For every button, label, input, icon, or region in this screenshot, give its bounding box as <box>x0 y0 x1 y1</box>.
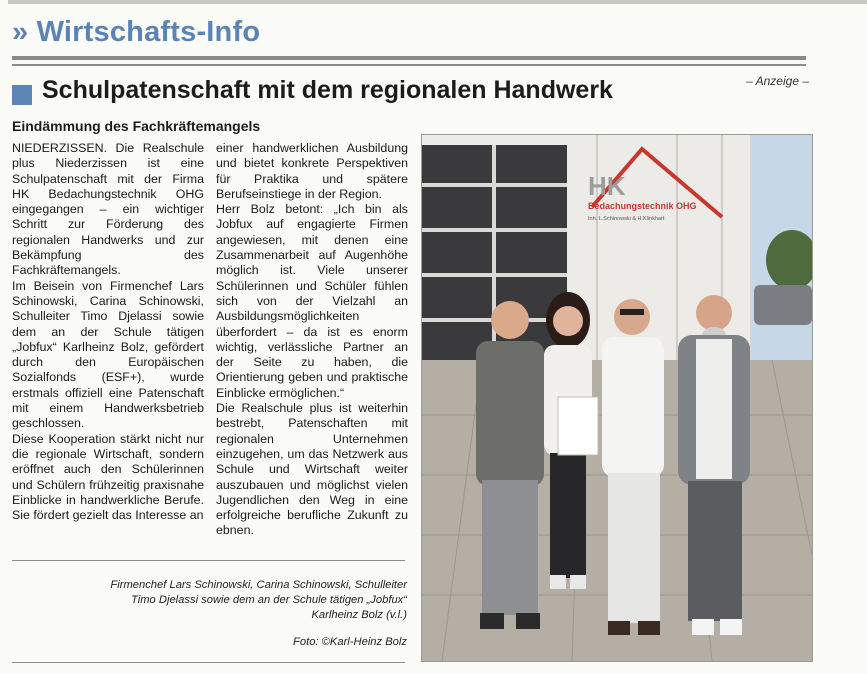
certificate <box>558 397 598 455</box>
person-timo-djelassi <box>602 299 664 635</box>
paragraph: Diese Kooperation stärkt nicht nur die regionale Wirtschaft, sondern eröffnet auch den Schülerinnen und Schülern frühzeitig praxisnahe Einblicke in handwerkliche Berufe. Sie fördert gezielt das Interesse an <box>12 431 204 523</box>
sign-subtitle: Bedachungstechnik OHG <box>588 201 697 211</box>
section-title: » Wirtschafts-Info <box>12 16 261 48</box>
paragraph: Die Realschule plus ist weiterhin bestrebt, Patenschaften mit regionalen Unternehmen einzugehen, um das Netzwerk aus Schule und Wirtschaft weiter auszubauen und möglichst vielen Jugendlichen den Weg in eine erfolgreiche berufliche Zukunft zu ebnen. <box>216 401 408 538</box>
paragraph: Im Beisein von Firmenchef Lars Schinowski, Carina Schinowski, Schulleiter Timo Djelassi sowie dem an der Schule tätigen „Jobfux“ Karlheinz Bolz, gefördert durch den Europäischen Sozialfonds (ESF+), wurde erstmals offiziell eine Patenschaft mit einem Handwerksbetrieb geschlossen. <box>12 278 204 431</box>
top-rule <box>8 0 867 4</box>
ad-label: – Anzeige – <box>746 74 809 88</box>
headline-square-icon <box>12 85 32 105</box>
headline: Schulpatenschaft mit dem regionalen Handwerk <box>42 76 613 104</box>
person-lars-schinowski <box>476 301 544 629</box>
article-photo <box>421 134 813 662</box>
caption-divider <box>12 560 405 561</box>
article-column-1 <box>12 141 204 523</box>
subheadline: Eindämmung des Fachkräftemangels <box>12 118 261 134</box>
article-column-2 <box>216 141 408 539</box>
svg-text:HK: HK <box>588 171 626 201</box>
person-karlheinz-bolz <box>678 295 750 635</box>
paragraph: NIEDERZISSEN. Die Realschule plus Niederzissen ist eine Schulpatenschaft mit der Firma HK Bedachungstechnik OHG eingegangen – ein wichtiger Schritt zur Förderung des regionalen Handwerks und zur Bekämpfung des Fachkräftemangels. <box>12 141 204 278</box>
paragraph: einer handwerklichen Ausbildung und bietet konkrete Perspektiven für Praktika und spätere Berufseinstiege in der Region. <box>216 141 408 201</box>
section-divider <box>12 56 806 60</box>
bottom-divider <box>12 662 405 663</box>
sign-owners: Inh. L.Schinowski & H.Klinkhart <box>588 216 665 222</box>
photo-credit: Foto: ©Karl-Heinz Bolz <box>293 636 407 648</box>
paragraph: Herr Bolz betont: „Ich bin als Jobfux auf engagierte Firmen angewiesen, mit denen eine Zusammenarbeit auf Augenhöhe möglich ist. Viele unserer Schülerinnen und Schüler fühlen sich von der Vielzahl an Ausbildungsmöglichkeiten überfordert – da ist es enorm wichtig, verlässliche Partner an der Seite zu haben, die Orientierung geben und praktische Einblicke ermöglichen.“ <box>216 202 408 400</box>
section-divider-thin <box>12 64 806 66</box>
photo-caption: Firmenchef Lars Schinowski, Carina Schinowski, Schulleiter Timo Djelassi sowie dem an der Schule tätigen „Jobfux“ Karlheinz Bolz (v.l.) <box>110 579 407 621</box>
